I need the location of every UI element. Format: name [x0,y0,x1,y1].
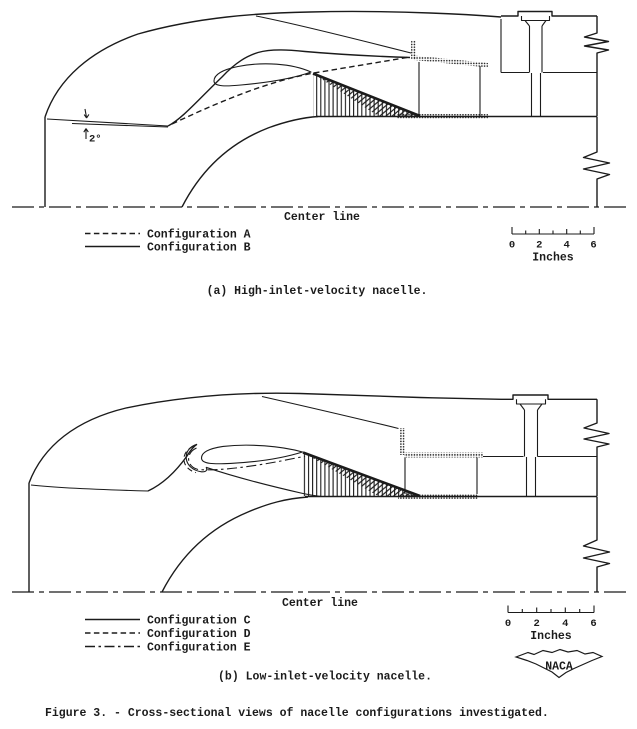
compartment-walls-b [405,458,477,495]
lower-stippled-band-a [397,114,488,119]
inner-lip-teardrop-a [214,64,311,86]
center-line-label-a: Center line [284,211,360,224]
scale-a-ruler [512,227,594,234]
strut-flare-b [520,404,542,410]
aft-body-curve-b [162,497,308,592]
figure-b-drawing [12,393,630,683]
support-top-edge-a [501,12,597,17]
scale-a-tick-label: 0 [508,239,516,252]
legend-b-item-label: Configuration C [147,614,251,628]
angle-arrow-upper [84,109,89,118]
scale-bar-b [505,606,597,644]
scale-a-tick-label: 2 [536,239,543,252]
dotted-post-b [400,428,405,455]
legend-a-item-label: Configuration A [147,228,251,242]
boattail-line-b [262,397,399,429]
lower-stippled-band-b [398,494,478,499]
caption-a: (a) High-inlet-velocity nacelle. [206,285,428,298]
strut-shaft-a [530,26,543,73]
angle-arrow-lower [84,129,89,140]
right-edge-with-breaks-a [584,16,610,207]
upper-stippled-band-a [414,56,488,68]
strut-capital-a [522,16,550,21]
scale-b-tick-label: 2 [533,618,540,630]
configuration-d-dashed-lip [184,446,196,472]
scale-a-tick-label: 6 [590,239,597,252]
upper-stippled-band-b [404,453,483,458]
legend-b [85,615,251,655]
legend-b-item-label: Configuration D [147,628,251,641]
figure-a-drawing [12,11,630,298]
angle-label: 2° [89,133,102,146]
legend-a [85,229,251,255]
legend-b-item-label: Configuration E [147,641,251,655]
scale-a-tick-label: 4 [563,239,570,252]
inner-lip-teardrop-b [202,445,303,464]
figure-caption: Figure 3. - Cross-sectional views of nacelle configurations investigated. [45,707,549,720]
compartment-walls-a [419,19,501,116]
outer-cowl-b [29,393,501,483]
center-line-label-b: Center line [282,597,358,610]
scale-b-ruler [508,606,594,613]
caption-b: (b) Low-inlet-velocity nacelle. [218,670,432,684]
scale-b-unit-label: Inches [530,630,572,643]
strut-shaft-lower-b [527,457,536,497]
scale-a-unit-label: Inches [532,251,574,265]
scale-bar-a [509,227,597,265]
support-top-edge-b [501,395,597,399]
aft-body-curve-a [182,117,318,208]
legend-a-item-label: Configuration B [147,241,251,255]
strut-capital-b [517,399,546,404]
inner-body-s-curve-b [148,444,197,491]
strut-shaft-b [525,410,538,457]
right-edge-with-breaks-b [584,399,610,592]
boattail-line-a [256,16,411,53]
strut-shaft-lower-a [532,73,541,117]
naca-logo-text: NACA [545,660,573,674]
lower-lip-line-b [31,485,148,491]
scale-b-tick-label: 6 [590,618,597,630]
scale-b-tick-label: 4 [562,618,569,630]
angle-annotation-a [84,109,102,146]
naca-logo [516,650,602,678]
strut-flare-a [525,21,546,27]
scale-b-tick-label: 0 [504,618,512,630]
